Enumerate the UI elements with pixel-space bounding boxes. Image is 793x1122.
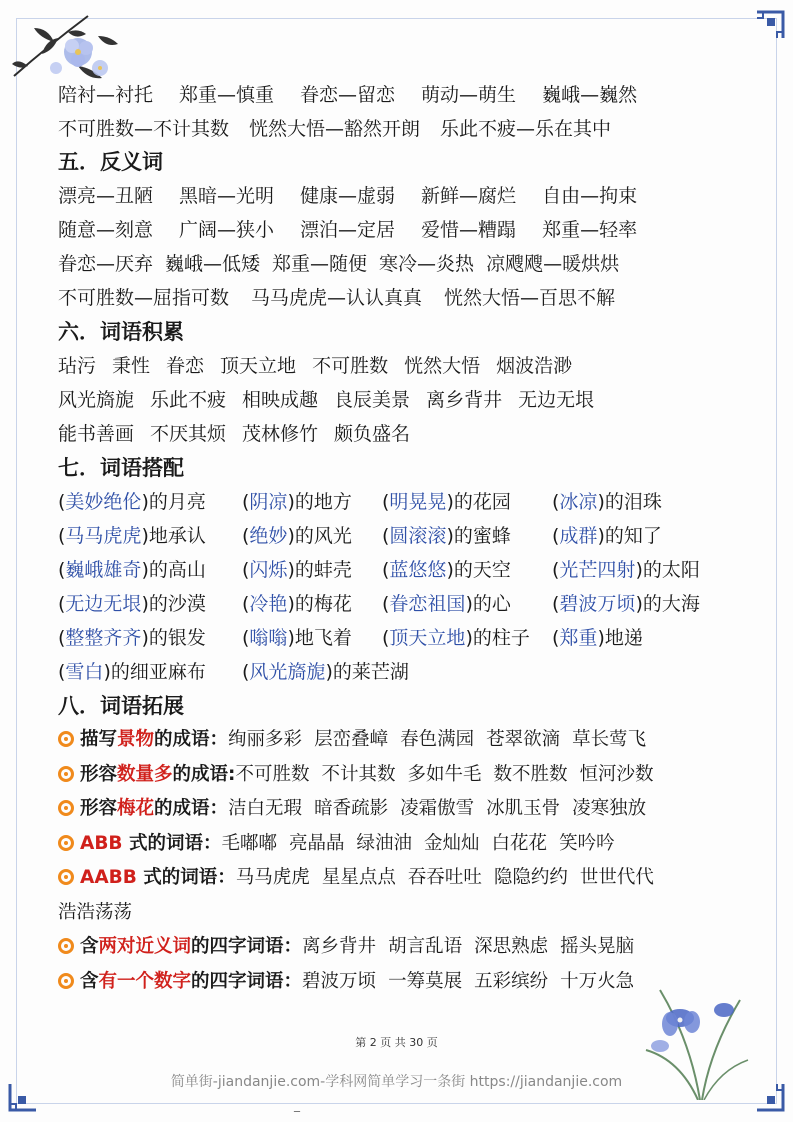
answer-word: 顶天立地 <box>389 627 466 649</box>
category-label: 描写景物的成语： <box>80 729 229 750</box>
idiom: 数不胜数 <box>493 763 568 785</box>
answer-word: 整整齐齐 <box>65 627 142 649</box>
collocation-suffix: 的地方 <box>294 491 352 513</box>
answer-word: 嗡嗡 <box>249 627 288 649</box>
collocation-row <box>58 519 738 553</box>
collocation-suffix: 的蚌壳 <box>294 559 352 581</box>
section-heading-vocabulary: 六．词语积累 <box>58 320 184 344</box>
word-pair: 无边无垠 <box>518 389 595 411</box>
word-pair: 眷恋—厌弃 <box>58 253 154 275</box>
collocation-item: (碧波万顷)的大海 <box>552 593 700 615</box>
collocation-suffix: 的知了 <box>604 525 662 547</box>
collocation-item: (雪白)的细亚麻布 <box>58 661 206 683</box>
bullet-icon <box>58 731 74 747</box>
word-pair: 不可胜数—不计其数 <box>58 118 230 140</box>
collocation-suffix: 的心 <box>472 593 511 615</box>
answer-word: 马马虎虎 <box>65 525 142 547</box>
collocation-item: (闪烁)的蚌壳 <box>242 559 352 581</box>
synonym-row <box>58 78 738 112</box>
answer-word: 美妙绝伦 <box>65 491 142 513</box>
idiom: 草长莺飞 <box>572 729 647 750</box>
collocation-suffix: 的蜜蜂 <box>453 525 511 547</box>
idiom: 马马虎虎 <box>235 867 310 888</box>
idiom: 绚丽多彩 <box>228 729 303 750</box>
word-pair: 随意—刻意 <box>58 219 154 241</box>
site-watermark: 简单街-jiandanjie.com-学科网简单学习一条街 https://jiandanjie.com <box>170 1074 623 1090</box>
answer-word: 绝妙 <box>249 525 288 547</box>
category-highlight: 有一个数字 <box>98 970 192 992</box>
word-pair: 爱惜—糟蹋 <box>421 219 517 241</box>
word-pair: 郑重—轻率 <box>542 219 638 241</box>
antonym-row <box>58 281 738 315</box>
word-pair: 巍峨—巍然 <box>542 84 638 106</box>
vocabulary-row <box>58 417 738 451</box>
word-pair: 秉性 <box>112 355 151 377</box>
idiom: 星星点点 <box>321 867 396 888</box>
idiom: 深思熟虑 <box>474 936 549 957</box>
corner-ornament-icon <box>753 8 787 42</box>
vocabulary-row <box>58 349 738 383</box>
answer-word: 郑重 <box>559 627 598 649</box>
collocation-suffix: 的天空 <box>453 559 511 581</box>
extension-row-continued: 浩浩荡荡 <box>58 901 133 923</box>
word-pair: 乐此不疲—乐在其中 <box>440 118 612 140</box>
collocation-item: (圆滚滚)的蜜蜂 <box>382 525 511 547</box>
idiom: 洁白无瑕 <box>228 798 303 819</box>
bullet-icon <box>58 869 74 885</box>
category-label: 含有一个数字的四字词语： <box>80 970 303 992</box>
collocation-item: (冰凉)的泪珠 <box>552 491 662 513</box>
idiom: 暗香疏影 <box>314 798 389 819</box>
category-label: ABB 式的词语： <box>80 832 222 854</box>
collocation-suffix: 的泪珠 <box>604 491 662 513</box>
idiom: 苍翠欲滴 <box>486 729 561 750</box>
word-pair: 马马虎虎—认认真真 <box>251 287 423 309</box>
bullet-icon <box>58 800 74 816</box>
answer-word: 巍峨雄奇 <box>65 559 142 581</box>
extension-row <box>58 930 738 965</box>
answer-word: 眷恋祖国 <box>389 593 466 615</box>
collocation-suffix: 的柱子 <box>472 627 530 649</box>
collocation-item: (顶天立地)的柱子 <box>382 627 530 649</box>
footer-mark: _ <box>294 1098 300 1112</box>
idiom: 凌霜傲雪 <box>400 798 475 819</box>
collocation-suffix: 的花园 <box>453 491 511 513</box>
answer-word: 冰凉 <box>559 491 598 513</box>
word-pair: 恍然大悟 <box>404 355 481 377</box>
synonym-row <box>58 112 738 146</box>
idiom: 亮晶晶 <box>289 832 345 854</box>
antonym-row <box>58 179 738 213</box>
word-pair: 风光旖旎 <box>58 389 135 411</box>
category-highlight: ABB <box>80 832 123 854</box>
word-pair: 眷恋—留恋 <box>300 84 396 106</box>
extension-list <box>58 723 738 999</box>
collocation-suffix: 的月亮 <box>148 491 206 513</box>
word-pair: 漂亮—丑陋 <box>58 185 154 207</box>
extension-row <box>58 827 738 862</box>
idiom: 离乡背井 <box>302 936 377 957</box>
answer-word: 光芒四射 <box>559 559 636 581</box>
idiom: 层峦叠嶂 <box>314 729 389 750</box>
word-pair: 乐此不疲 <box>150 389 227 411</box>
category-highlight: 梅花 <box>117 798 155 819</box>
idiom: 凌寒独放 <box>572 798 647 819</box>
antonym-list <box>58 179 738 315</box>
page-number: 第 2 页 共 30 页 <box>355 1036 438 1049</box>
category-label: 含两对近义词的四字词语： <box>80 936 303 957</box>
word-pair: 黑暗—光明 <box>179 185 275 207</box>
idiom-list <box>302 971 646 992</box>
idiom: 不可胜数 <box>235 763 310 785</box>
collocation-suffix: 地递 <box>604 627 643 649</box>
category-highlight: 数量多 <box>117 763 173 785</box>
word-pair: 萌动—萌生 <box>421 84 517 106</box>
extension-row <box>58 792 738 827</box>
category-highlight: 两对近义词 <box>98 936 192 957</box>
collocation-item: (郑重)地递 <box>552 627 643 649</box>
collocation-row <box>58 587 738 621</box>
idiom-list <box>302 936 646 957</box>
answer-word: 冷艳 <box>249 593 288 615</box>
idiom: 一筹莫展 <box>388 970 463 992</box>
collocation-suffix: 的大海 <box>642 593 700 615</box>
collocation-item: (阴凉)的地方 <box>242 491 352 513</box>
section-heading-extension: 八．词语拓展 <box>58 694 184 718</box>
idiom: 十万火急 <box>560 970 635 992</box>
collocation-item: (光芒四射)的太阳 <box>552 559 700 581</box>
category-label: 形容数量多的成语: <box>80 763 236 785</box>
idiom: 胡言乱语 <box>388 936 463 957</box>
idiom: 白花花 <box>491 832 548 854</box>
collocation-item: (明晃晃)的花园 <box>382 491 511 513</box>
collocation-suffix: 的高山 <box>148 559 206 581</box>
idiom: 绿油油 <box>356 832 413 854</box>
word-pair: 颇负盛名 <box>334 423 411 445</box>
word-pair: 新鲜—腐烂 <box>421 185 517 207</box>
answer-word: 风光旖旎 <box>249 661 326 683</box>
word-pair: 不厌其烦 <box>150 423 227 445</box>
extension-row <box>58 723 738 758</box>
word-pair: 良辰美景 <box>334 389 411 411</box>
content-area <box>58 80 738 999</box>
word-pair: 茂林修竹 <box>242 423 319 445</box>
vocabulary-list <box>58 349 738 451</box>
idiom-list <box>228 729 658 750</box>
collocation-item: (马马虎虎)地承认 <box>58 525 206 547</box>
bullet-icon <box>58 973 74 989</box>
word-pair: 广阔—狭小 <box>179 219 275 241</box>
idiom: 笑吟吟 <box>559 832 615 854</box>
collocation-item: (整整齐齐)的银发 <box>58 627 206 649</box>
collocation-item: (风光旖旎)的莱芒湖 <box>242 661 409 683</box>
word-pair: 漂泊—定居 <box>300 219 396 241</box>
collocation-item: (冷艳)的梅花 <box>242 593 352 615</box>
collocation-suffix: 的沙漠 <box>148 593 206 615</box>
answer-word: 明晃晃 <box>389 491 447 513</box>
idiom-list <box>236 867 666 888</box>
idiom: 隐隐约约 <box>493 867 568 888</box>
idiom-list <box>221 833 626 854</box>
idiom: 毛嘟嘟 <box>221 832 277 854</box>
word-pair: 能书善画 <box>58 423 135 445</box>
word-pair: 玷污 <box>58 355 97 377</box>
collocation-item: (巍峨雄奇)的高山 <box>58 559 206 581</box>
idiom-list <box>235 764 665 785</box>
idiom: 不计其数 <box>321 763 396 785</box>
word-pair: 顶天立地 <box>220 355 297 377</box>
category-highlight: AABB <box>80 867 137 888</box>
word-pair: 恍然大悟—豁然开朗 <box>249 118 421 140</box>
word-pair: 烟波浩渺 <box>496 355 573 377</box>
collocation-item: (嗡嗡)地飞着 <box>242 627 352 649</box>
collocation-item: (无边无垠)的沙漠 <box>58 593 206 615</box>
bullet-icon <box>58 938 74 954</box>
collocation-item: (成群)的知了 <box>552 525 662 547</box>
collocation-list <box>58 485 738 689</box>
answer-word: 无边无垠 <box>65 593 142 615</box>
word-pair: 陪衬—衬托 <box>58 84 154 106</box>
word-pair: 离乡背井 <box>426 389 503 411</box>
collocation-item: (美妙绝伦)的月亮 <box>58 491 206 513</box>
vocabulary-row <box>58 383 738 417</box>
collocation-item: (蓝悠悠)的天空 <box>382 559 511 581</box>
collocation-suffix: 地承认 <box>148 525 206 547</box>
answer-word: 雪白 <box>65 661 104 683</box>
section-heading-collocations: 七．词语搭配 <box>58 456 184 480</box>
collocation-suffix: 的风光 <box>294 525 352 547</box>
section-heading-antonyms: 五．反义词 <box>58 150 163 174</box>
idiom: 世世代代 <box>579 867 654 888</box>
collocation-suffix: 的银发 <box>148 627 206 649</box>
bullet-icon <box>58 766 74 782</box>
word-pair: 自由—拘束 <box>542 185 638 207</box>
collocation-item: (绝妙)的风光 <box>242 525 352 547</box>
collocation-suffix: 的细亚麻布 <box>110 661 206 683</box>
word-pair: 相映成趣 <box>242 389 319 411</box>
idiom: 碧波万顷 <box>302 970 377 992</box>
idiom-list <box>228 798 658 819</box>
collocation-suffix: 的梅花 <box>294 593 352 615</box>
extension-row <box>58 861 738 896</box>
collocation-row <box>58 621 738 655</box>
word-pair: 恍然大悟—百思不解 <box>444 287 616 309</box>
category-label: 形容梅花的成语： <box>80 798 229 819</box>
word-pair: 不可胜数—屈指可数 <box>58 287 230 309</box>
answer-word: 阴凉 <box>249 491 288 513</box>
idiom: 恒河沙数 <box>579 763 654 785</box>
word-pair: 巍峨—低矮 <box>165 253 261 275</box>
collocation-suffix: 的太阳 <box>642 559 700 581</box>
word-pair: 郑重—慎重 <box>179 84 275 106</box>
idiom: 冰肌玉骨 <box>486 798 561 819</box>
collocation-row <box>58 655 738 689</box>
collocation-item: (眷恋祖国)的心 <box>382 593 511 615</box>
collocation-row <box>58 553 738 587</box>
answer-word: 成群 <box>559 525 598 547</box>
idiom: 春色满园 <box>400 729 475 750</box>
collocation-row <box>58 485 738 519</box>
word-pair: 郑重—随便 <box>272 253 368 275</box>
collocation-suffix: 地飞着 <box>294 627 352 649</box>
word-pair: 寒冷—炎热 <box>379 253 475 275</box>
word-pair: 眷恋 <box>166 355 205 377</box>
idiom: 金灿灿 <box>424 832 480 854</box>
idiom: 多如牛毛 <box>407 763 482 785</box>
antonym-row <box>58 247 738 281</box>
extension-row <box>58 965 738 1000</box>
category-label: AABB 式的词语： <box>80 867 236 888</box>
category-highlight: 景物 <box>117 729 155 750</box>
word-pair: 凉飕飕—暖烘烘 <box>486 253 620 275</box>
idiom: 摇头晃脑 <box>560 936 635 957</box>
collocation-suffix: 的莱芒湖 <box>332 661 409 683</box>
word-pair: 不可胜数 <box>312 355 389 377</box>
answer-word: 闪烁 <box>249 559 288 581</box>
extension-row <box>58 758 738 793</box>
antonym-row <box>58 213 738 247</box>
idiom: 吞吞吐吐 <box>407 867 482 888</box>
answer-word: 碧波万顷 <box>559 593 636 615</box>
word-pair: 健康—虚弱 <box>300 185 396 207</box>
bullet-icon <box>58 835 74 851</box>
idiom: 五彩缤纷 <box>474 970 549 992</box>
answer-word: 圆滚滚 <box>389 525 447 547</box>
answer-word: 蓝悠悠 <box>389 559 447 581</box>
